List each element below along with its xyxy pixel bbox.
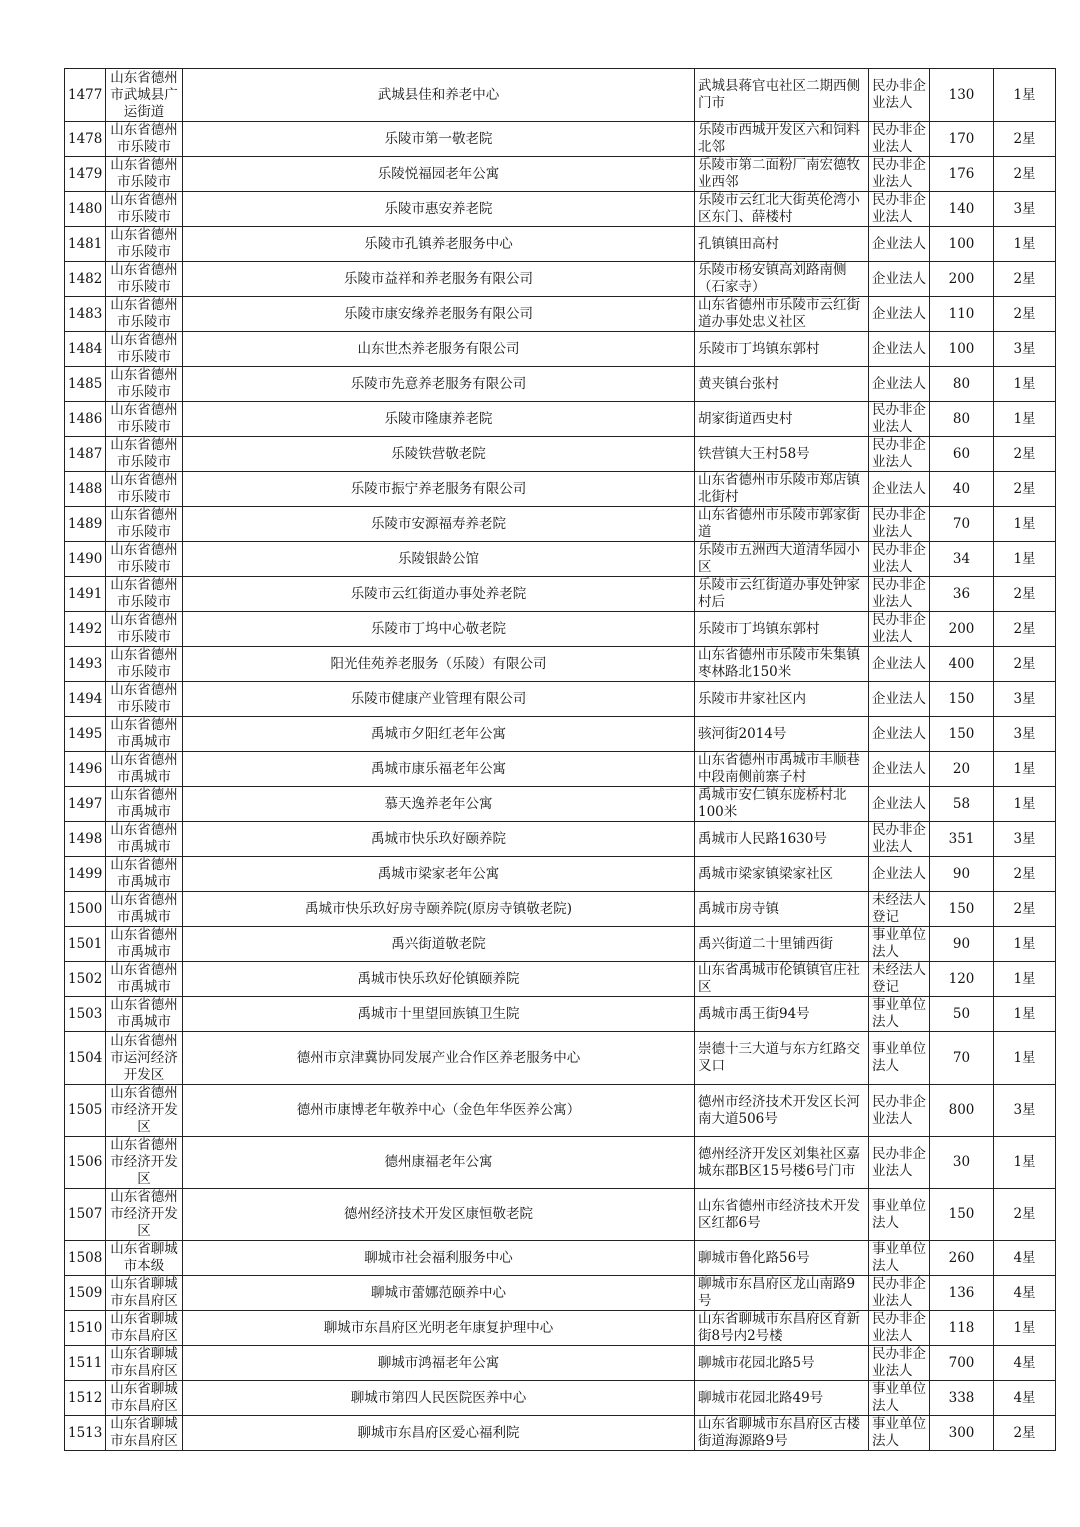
region-cell: 山东省德州市乐陵市 [106, 437, 183, 472]
region-cell: 山东省德州市运河经济开发区 [106, 1032, 183, 1085]
table-row [65, 262, 1056, 297]
bed-count-cell: 80 [930, 367, 994, 402]
region-cell: 山东省德州市乐陵市 [106, 262, 183, 297]
legal-type-cell: 民办非企业法人 [869, 612, 930, 647]
institution-name-cell: 乐陵市惠安养老院 [183, 192, 695, 227]
bed-count-cell: 150 [930, 682, 994, 717]
address-cell: 山东省禹城市伦镇镇官庄社区 [695, 962, 869, 997]
bed-count-cell: 70 [930, 507, 994, 542]
serial-number-cell: 1481 [65, 227, 106, 262]
institution-name-cell: 山东世杰养老服务有限公司 [183, 332, 695, 367]
table-row [65, 332, 1056, 367]
star-rating-cell: 1星 [994, 507, 1056, 542]
institution-name-cell: 聊城市鸿福老年公寓 [183, 1346, 695, 1381]
serial-number-cell: 1496 [65, 752, 106, 787]
bed-count-cell: 100 [930, 332, 994, 367]
star-rating-cell: 2星 [994, 472, 1056, 507]
legal-type-cell: 企业法人 [869, 787, 930, 822]
legal-type-cell: 民办非企业法人 [869, 577, 930, 612]
serial-number-cell: 1503 [65, 997, 106, 1032]
table-row [65, 1311, 1056, 1346]
table-row [65, 1381, 1056, 1416]
table-row [65, 1416, 1056, 1451]
bed-count-cell: 338 [930, 1381, 994, 1416]
serial-number-cell: 1498 [65, 822, 106, 857]
legal-type-cell: 民办非企业法人 [869, 402, 930, 437]
institution-name-cell: 乐陵银龄公馆 [183, 542, 695, 577]
bed-count-cell: 70 [930, 1032, 994, 1085]
region-cell: 山东省德州市禹城市 [106, 822, 183, 857]
bed-count-cell: 351 [930, 822, 994, 857]
address-cell: 德州市经济技术开发区长河南大道506号 [695, 1085, 869, 1137]
legal-type-cell: 企业法人 [869, 332, 930, 367]
institution-name-cell: 德州市京津冀协同发展产业合作区养老服务中心 [183, 1032, 695, 1085]
star-rating-cell: 3星 [994, 717, 1056, 752]
bed-count-cell: 200 [930, 262, 994, 297]
serial-number-cell: 1509 [65, 1276, 106, 1311]
bed-count-cell: 150 [930, 892, 994, 927]
bed-count-cell: 80 [930, 402, 994, 437]
star-rating-cell: 1星 [994, 752, 1056, 787]
serial-number-cell: 1508 [65, 1241, 106, 1276]
table-row [65, 1137, 1056, 1189]
address-cell: 乐陵市云红北大街英伦湾小区东门、薛楼村 [695, 192, 869, 227]
address-cell: 山东省德州市禹城市丰顺巷中段南侧前寨子村 [695, 752, 869, 787]
region-cell: 山东省德州市乐陵市 [106, 507, 183, 542]
address-cell: 禹城市人民路1630号 [695, 822, 869, 857]
serial-number-cell: 1497 [65, 787, 106, 822]
legal-type-cell: 事业单位法人 [869, 1381, 930, 1416]
region-cell: 山东省德州市乐陵市 [106, 192, 183, 227]
region-cell: 山东省聊城市东昌府区 [106, 1381, 183, 1416]
legal-type-cell: 民办非企业法人 [869, 542, 930, 577]
region-cell: 山东省德州市乐陵市 [106, 577, 183, 612]
institution-name-cell: 禹城市十里望回族镇卫生院 [183, 997, 695, 1032]
legal-type-cell: 民办非企业法人 [869, 69, 930, 122]
bed-count-cell: 100 [930, 227, 994, 262]
serial-number-cell: 1485 [65, 367, 106, 402]
serial-number-cell: 1510 [65, 1311, 106, 1346]
legal-type-cell: 民办非企业法人 [869, 1311, 930, 1346]
star-rating-cell: 3星 [994, 822, 1056, 857]
serial-number-cell: 1478 [65, 122, 106, 157]
bed-count-cell: 176 [930, 157, 994, 192]
serial-number-cell: 1501 [65, 927, 106, 962]
star-rating-cell: 4星 [994, 1276, 1056, 1311]
legal-type-cell: 事业单位法人 [869, 1416, 930, 1451]
institution-name-cell: 禹城市快乐玖好房寺颐养院(原房寺镇敬老院) [183, 892, 695, 927]
address-cell: 孔镇镇田高村 [695, 227, 869, 262]
serial-number-cell: 1477 [65, 69, 106, 122]
region-cell: 山东省德州市禹城市 [106, 787, 183, 822]
legal-type-cell: 民办非企业法人 [869, 1346, 930, 1381]
legal-type-cell: 民办非企业法人 [869, 822, 930, 857]
star-rating-cell: 1星 [994, 962, 1056, 997]
bed-count-cell: 800 [930, 1085, 994, 1137]
institution-name-cell: 德州康福老年公寓 [183, 1137, 695, 1189]
address-cell: 禹城市禹王街94号 [695, 997, 869, 1032]
star-rating-cell: 1星 [994, 997, 1056, 1032]
bed-count-cell: 30 [930, 1137, 994, 1189]
star-rating-cell: 1星 [994, 402, 1056, 437]
table-row [65, 787, 1056, 822]
star-rating-cell: 2星 [994, 1189, 1056, 1241]
serial-number-cell: 1512 [65, 1381, 106, 1416]
address-cell: 山东省德州市乐陵市云红街道办事处忠义社区 [695, 297, 869, 332]
legal-type-cell: 事业单位法人 [869, 1189, 930, 1241]
legal-type-cell: 企业法人 [869, 472, 930, 507]
table-row [65, 507, 1056, 542]
legal-type-cell: 事业单位法人 [869, 1032, 930, 1085]
table-row [65, 822, 1056, 857]
legal-type-cell: 民办非企业法人 [869, 122, 930, 157]
legal-type-cell: 企业法人 [869, 647, 930, 682]
region-cell: 山东省德州市经济开发区 [106, 1085, 183, 1137]
star-rating-cell: 1星 [994, 542, 1056, 577]
address-cell: 铁营镇大王村58号 [695, 437, 869, 472]
region-cell: 山东省德州市禹城市 [106, 752, 183, 787]
star-rating-cell: 1星 [994, 1311, 1056, 1346]
legal-type-cell: 事业单位法人 [869, 1241, 930, 1276]
serial-number-cell: 1488 [65, 472, 106, 507]
star-rating-cell: 2星 [994, 437, 1056, 472]
institution-name-cell: 禹城市梁家老年公寓 [183, 857, 695, 892]
institution-name-cell: 阳光佳苑养老服务（乐陵）有限公司 [183, 647, 695, 682]
star-rating-cell: 4星 [994, 1241, 1056, 1276]
address-cell: 胡家街道西史村 [695, 402, 869, 437]
legal-type-cell: 企业法人 [869, 297, 930, 332]
star-rating-cell: 4星 [994, 1346, 1056, 1381]
address-cell: 禹城市梁家镇梁家社区 [695, 857, 869, 892]
institution-name-cell: 禹城市快乐玖好颐养院 [183, 822, 695, 857]
legal-type-cell: 企业法人 [869, 262, 930, 297]
table-row [65, 717, 1056, 752]
address-cell: 乐陵市西城开发区六和饲料北邻 [695, 122, 869, 157]
legal-type-cell: 企业法人 [869, 227, 930, 262]
serial-number-cell: 1502 [65, 962, 106, 997]
serial-number-cell: 1494 [65, 682, 106, 717]
legal-type-cell: 民办非企业法人 [869, 1276, 930, 1311]
legal-type-cell: 未经法人登记 [869, 892, 930, 927]
star-rating-cell: 2星 [994, 647, 1056, 682]
table-row [65, 297, 1056, 332]
legal-type-cell: 事业单位法人 [869, 927, 930, 962]
bed-count-cell: 260 [930, 1241, 994, 1276]
star-rating-cell: 1星 [994, 927, 1056, 962]
star-rating-cell: 2星 [994, 892, 1056, 927]
serial-number-cell: 1507 [65, 1189, 106, 1241]
serial-number-cell: 1506 [65, 1137, 106, 1189]
legal-type-cell: 民办非企业法人 [869, 1137, 930, 1189]
star-rating-cell: 3星 [994, 332, 1056, 367]
bed-count-cell: 150 [930, 717, 994, 752]
star-rating-cell: 1星 [994, 1137, 1056, 1189]
address-cell: 骇河街2014号 [695, 717, 869, 752]
serial-number-cell: 1493 [65, 647, 106, 682]
address-cell: 山东省德州市经济技术开发区红都6号 [695, 1189, 869, 1241]
table-row [65, 542, 1056, 577]
star-rating-cell: 1星 [994, 1032, 1056, 1085]
bed-count-cell: 150 [930, 1189, 994, 1241]
address-cell: 乐陵市杨安镇高刘路南侧（石家寺） [695, 262, 869, 297]
table-row [65, 997, 1056, 1032]
serial-number-cell: 1500 [65, 892, 106, 927]
table-row [65, 1189, 1056, 1241]
address-cell: 聊城市花园北路5号 [695, 1346, 869, 1381]
institution-name-cell: 聊城市东昌府区光明老年康复护理中心 [183, 1311, 695, 1346]
serial-number-cell: 1513 [65, 1416, 106, 1451]
institution-name-cell: 慕天逸养老年公寓 [183, 787, 695, 822]
star-rating-cell: 2星 [994, 1416, 1056, 1451]
region-cell: 山东省德州市乐陵市 [106, 332, 183, 367]
address-cell: 山东省德州市乐陵市郭家街道 [695, 507, 869, 542]
table-row [65, 1032, 1056, 1085]
legal-type-cell: 事业单位法人 [869, 997, 930, 1032]
address-cell: 山东省德州市乐陵市郑店镇北街村 [695, 472, 869, 507]
star-rating-cell: 3星 [994, 192, 1056, 227]
address-cell: 聊城市鲁化路56号 [695, 1241, 869, 1276]
table-row [65, 857, 1056, 892]
region-cell: 山东省德州市乐陵市 [106, 542, 183, 577]
legal-type-cell: 企业法人 [869, 857, 930, 892]
institution-name-cell: 乐陵市丁坞中心敬老院 [183, 612, 695, 647]
serial-number-cell: 1479 [65, 157, 106, 192]
address-cell: 黄夹镇台张村 [695, 367, 869, 402]
table-row [65, 962, 1056, 997]
institution-name-cell: 武城县佳和养老中心 [183, 69, 695, 122]
table-row [65, 577, 1056, 612]
serial-number-cell: 1492 [65, 612, 106, 647]
region-cell: 山东省德州市乐陵市 [106, 122, 183, 157]
legal-type-cell: 企业法人 [869, 367, 930, 402]
institution-name-cell: 乐陵市第一敬老院 [183, 122, 695, 157]
bed-count-cell: 90 [930, 927, 994, 962]
bed-count-cell: 50 [930, 997, 994, 1032]
address-cell: 禹城市房寺镇 [695, 892, 869, 927]
bed-count-cell: 130 [930, 69, 994, 122]
star-rating-cell: 2星 [994, 577, 1056, 612]
legal-type-cell: 企业法人 [869, 682, 930, 717]
institution-name-cell: 乐陵市健康产业管理有限公司 [183, 682, 695, 717]
region-cell: 山东省德州市经济开发区 [106, 1189, 183, 1241]
table-row [65, 227, 1056, 262]
serial-number-cell: 1491 [65, 577, 106, 612]
region-cell: 山东省德州市乐陵市 [106, 227, 183, 262]
table-row [65, 752, 1056, 787]
region-cell: 山东省德州市禹城市 [106, 857, 183, 892]
star-rating-cell: 1星 [994, 367, 1056, 402]
bed-count-cell: 60 [930, 437, 994, 472]
table-row [65, 1346, 1056, 1381]
region-cell: 山东省德州市乐陵市 [106, 612, 183, 647]
region-cell: 山东省德州市武城县广运街道 [106, 69, 183, 122]
table-body [65, 69, 1056, 1451]
institution-name-cell: 乐陵悦福园老年公寓 [183, 157, 695, 192]
institution-name-cell: 乐陵市孔镇养老服务中心 [183, 227, 695, 262]
serial-number-cell: 1499 [65, 857, 106, 892]
table-row [65, 472, 1056, 507]
address-cell: 山东省聊城市东昌府区育新街8号内2号楼 [695, 1311, 869, 1346]
region-cell: 山东省聊城市东昌府区 [106, 1346, 183, 1381]
table-row [65, 1276, 1056, 1311]
bed-count-cell: 700 [930, 1346, 994, 1381]
bed-count-cell: 40 [930, 472, 994, 507]
institution-name-cell: 聊城市第四人民医院医养中心 [183, 1381, 695, 1416]
star-rating-cell: 3星 [994, 682, 1056, 717]
serial-number-cell: 1490 [65, 542, 106, 577]
region-cell: 山东省德州市乐陵市 [106, 647, 183, 682]
star-rating-cell: 2星 [994, 157, 1056, 192]
serial-number-cell: 1511 [65, 1346, 106, 1381]
address-cell: 武城县蒋官屯社区二期西侧门市 [695, 69, 869, 122]
region-cell: 山东省聊城市东昌府区 [106, 1276, 183, 1311]
serial-number-cell: 1484 [65, 332, 106, 367]
serial-number-cell: 1482 [65, 262, 106, 297]
table-row [65, 69, 1056, 122]
region-cell: 山东省德州市乐陵市 [106, 682, 183, 717]
region-cell: 山东省德州市禹城市 [106, 892, 183, 927]
bed-count-cell: 118 [930, 1311, 994, 1346]
serial-number-cell: 1489 [65, 507, 106, 542]
legal-type-cell: 民办非企业法人 [869, 192, 930, 227]
region-cell: 山东省德州市乐陵市 [106, 157, 183, 192]
bed-count-cell: 90 [930, 857, 994, 892]
region-cell: 山东省德州市乐陵市 [106, 297, 183, 332]
legal-type-cell: 未经法人登记 [869, 962, 930, 997]
table-row [65, 612, 1056, 647]
address-cell: 德州经济开发区刘集社区嘉城东郡B区15号楼6号门市 [695, 1137, 869, 1189]
table-row [65, 192, 1056, 227]
region-cell: 山东省德州市乐陵市 [106, 402, 183, 437]
address-cell: 乐陵市云红街道办事处钟家村后 [695, 577, 869, 612]
region-cell: 山东省聊城市东昌府区 [106, 1416, 183, 1451]
institution-name-cell: 乐陵市安源福寿养老院 [183, 507, 695, 542]
star-rating-cell: 2星 [994, 262, 1056, 297]
institution-name-cell: 乐陵市康安缘养老服务有限公司 [183, 297, 695, 332]
region-cell: 山东省德州市禹城市 [106, 997, 183, 1032]
address-cell: 禹城市安仁镇东庞桥村北100米 [695, 787, 869, 822]
bed-count-cell: 400 [930, 647, 994, 682]
serial-number-cell: 1486 [65, 402, 106, 437]
table-row [65, 437, 1056, 472]
bed-count-cell: 120 [930, 962, 994, 997]
institution-name-cell: 禹城市夕阳红老年公寓 [183, 717, 695, 752]
serial-number-cell: 1487 [65, 437, 106, 472]
star-rating-cell: 2星 [994, 857, 1056, 892]
table-row [65, 1241, 1056, 1276]
address-cell: 山东省聊城市东昌府区古楼街道海源路9号 [695, 1416, 869, 1451]
star-rating-cell: 3星 [994, 1085, 1056, 1137]
address-cell: 崇德十三大道与东方红路交叉口 [695, 1032, 869, 1085]
bed-count-cell: 200 [930, 612, 994, 647]
table-row [65, 367, 1056, 402]
serial-number-cell: 1495 [65, 717, 106, 752]
address-cell: 山东省德州市乐陵市朱集镇枣林路北150米 [695, 647, 869, 682]
region-cell: 山东省聊城市本级 [106, 1241, 183, 1276]
address-cell: 乐陵市第二面粉厂南宏德牧业西邻 [695, 157, 869, 192]
star-rating-cell: 1星 [994, 227, 1056, 262]
institution-name-cell: 聊城市蕾娜范颐养中心 [183, 1276, 695, 1311]
bed-count-cell: 20 [930, 752, 994, 787]
legal-type-cell: 企业法人 [869, 752, 930, 787]
address-cell: 乐陵市井家社区内 [695, 682, 869, 717]
institution-name-cell: 聊城市社会福利服务中心 [183, 1241, 695, 1276]
legal-type-cell: 民办非企业法人 [869, 437, 930, 472]
address-cell: 乐陵市丁坞镇东郭村 [695, 332, 869, 367]
institution-name-cell: 聊城市东昌府区爱心福利院 [183, 1416, 695, 1451]
table-row [65, 682, 1056, 717]
address-cell: 乐陵市丁坞镇东郭村 [695, 612, 869, 647]
institution-name-cell: 德州经济技术开发区康恒敬老院 [183, 1189, 695, 1241]
table-row [65, 1085, 1056, 1137]
region-cell: 山东省德州市禹城市 [106, 927, 183, 962]
institution-name-cell: 禹兴街道敬老院 [183, 927, 695, 962]
institution-name-cell: 乐陵市益祥和养老服务有限公司 [183, 262, 695, 297]
institution-table [64, 68, 1056, 1451]
table-row [65, 157, 1056, 192]
address-cell: 乐陵市五洲西大道清华园小区 [695, 542, 869, 577]
region-cell: 山东省德州市禹城市 [106, 717, 183, 752]
bed-count-cell: 300 [930, 1416, 994, 1451]
serial-number-cell: 1480 [65, 192, 106, 227]
bed-count-cell: 36 [930, 577, 994, 612]
legal-type-cell: 企业法人 [869, 717, 930, 752]
table-row [65, 402, 1056, 437]
region-cell: 山东省德州市乐陵市 [106, 472, 183, 507]
table-row [65, 122, 1056, 157]
serial-number-cell: 1505 [65, 1085, 106, 1137]
star-rating-cell: 2星 [994, 612, 1056, 647]
table-row [65, 892, 1056, 927]
legal-type-cell: 民办非企业法人 [869, 157, 930, 192]
institution-name-cell: 禹城市康乐福老年公寓 [183, 752, 695, 787]
serial-number-cell: 1483 [65, 297, 106, 332]
table-row [65, 927, 1056, 962]
region-cell: 山东省德州市乐陵市 [106, 367, 183, 402]
institution-name-cell: 乐陵市先意养老服务有限公司 [183, 367, 695, 402]
serial-number-cell: 1504 [65, 1032, 106, 1085]
bed-count-cell: 140 [930, 192, 994, 227]
table-row [65, 647, 1056, 682]
legal-type-cell: 民办非企业法人 [869, 507, 930, 542]
bed-count-cell: 58 [930, 787, 994, 822]
legal-type-cell: 民办非企业法人 [869, 1085, 930, 1137]
star-rating-cell: 2星 [994, 122, 1056, 157]
bed-count-cell: 34 [930, 542, 994, 577]
address-cell: 聊城市花园北路49号 [695, 1381, 869, 1416]
institution-name-cell: 乐陵铁营敬老院 [183, 437, 695, 472]
address-cell: 禹兴街道二十里铺西街 [695, 927, 869, 962]
region-cell: 山东省聊城市东昌府区 [106, 1311, 183, 1346]
institution-name-cell: 乐陵市隆康养老院 [183, 402, 695, 437]
institution-name-cell: 乐陵市振宁养老服务有限公司 [183, 472, 695, 507]
institution-name-cell: 乐陵市云红街道办事处养老院 [183, 577, 695, 612]
region-cell: 山东省德州市经济开发区 [106, 1137, 183, 1189]
bed-count-cell: 136 [930, 1276, 994, 1311]
star-rating-cell: 4星 [994, 1381, 1056, 1416]
bed-count-cell: 110 [930, 297, 994, 332]
address-cell: 聊城市东昌府区龙山南路9号 [695, 1276, 869, 1311]
region-cell: 山东省德州市禹城市 [106, 962, 183, 997]
star-rating-cell: 1星 [994, 787, 1056, 822]
star-rating-cell: 2星 [994, 297, 1056, 332]
institution-name-cell: 德州市康博老年敬养中心（金色年华医养公寓） [183, 1085, 695, 1137]
star-rating-cell: 1星 [994, 69, 1056, 122]
institution-name-cell: 禹城市快乐玖好伦镇颐养院 [183, 962, 695, 997]
bed-count-cell: 170 [930, 122, 994, 157]
